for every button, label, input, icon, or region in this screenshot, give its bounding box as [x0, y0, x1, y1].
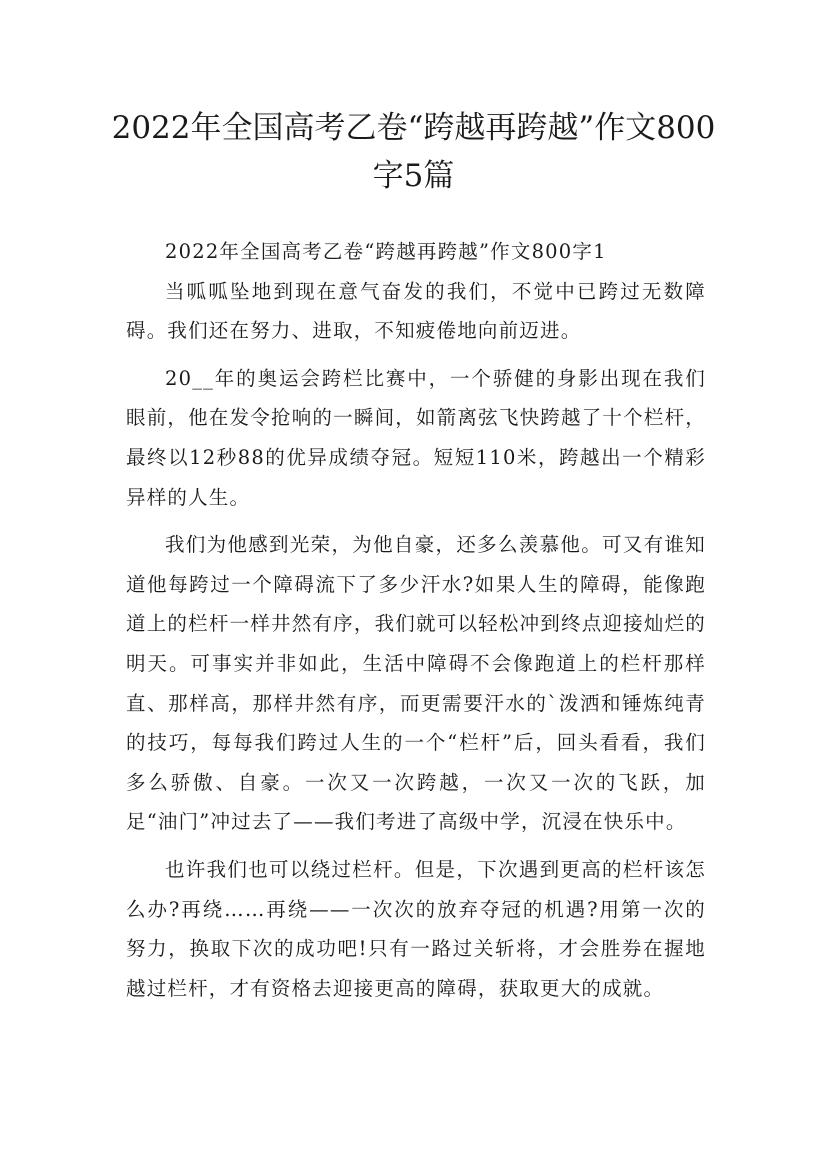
paragraph-3: 我们为他感到光荣，为他自豪，还多么羡慕他。可又有谁知道他每跨过一个障碍流下了多少汗水?如果人生的障碍，能像跑道上的栏杆一样井然有序，我们就可以轻松冲到终点迎接灿烂的明天。可事实并非如此，生活中障碍不会像跑道上的栏杆那样直、那样高，那样井然有序，而更需要汗水的`泼洒和锤炼纯青的技巧，每每我们跨过人生的一个“栏杆”后，回头看看，我们多么骄傲、自豪。一次又一次跨越，一次又一次的飞跃，加足“油门”冲过去了——我们考进了高级中学，沉浸在快乐中。	[126, 533, 706, 834]
paragraph-1: 当呱呱坠地到现在意气奋发的我们，不觉中已跨过无数障碍。我们还在努力、进取，不知疲倦地向前迈进。	[126, 279, 706, 343]
paragraph-4: 也许我们也可以绕过栏杆。但是，下次遇到更高的栏杆该怎么办?再绕……再绕——一次次的放弃夺冠的机遇?用第一次的努力，换取下次的成功吧!只有一路过关斩将，才会胜券在握地越过栏杆，才有资格去迎接更高的障碍，获取更大的成就。	[126, 857, 706, 1000]
essay-subtitle: 2022年全国高考乙卷“跨越再跨越”作文800字1	[165, 240, 607, 263]
title-line-1: 2022年全国高考乙卷“跨越再跨越”作文800	[111, 110, 716, 146]
paragraph-2: 20__年的奥运会跨栏比赛中，一个骄健的身影出现在我们眼前，他在发令抢响的一瞬间，如箭离弦飞快跨越了十个栏杆，最终以12秒88的优异成绩夺冠。短短110米，跨越出一个精彩异样的人生。	[126, 366, 706, 509]
document-title	[100, 104, 727, 200]
document-body	[126, 232, 706, 1016]
title-line-2: 字5篇	[372, 158, 455, 194]
